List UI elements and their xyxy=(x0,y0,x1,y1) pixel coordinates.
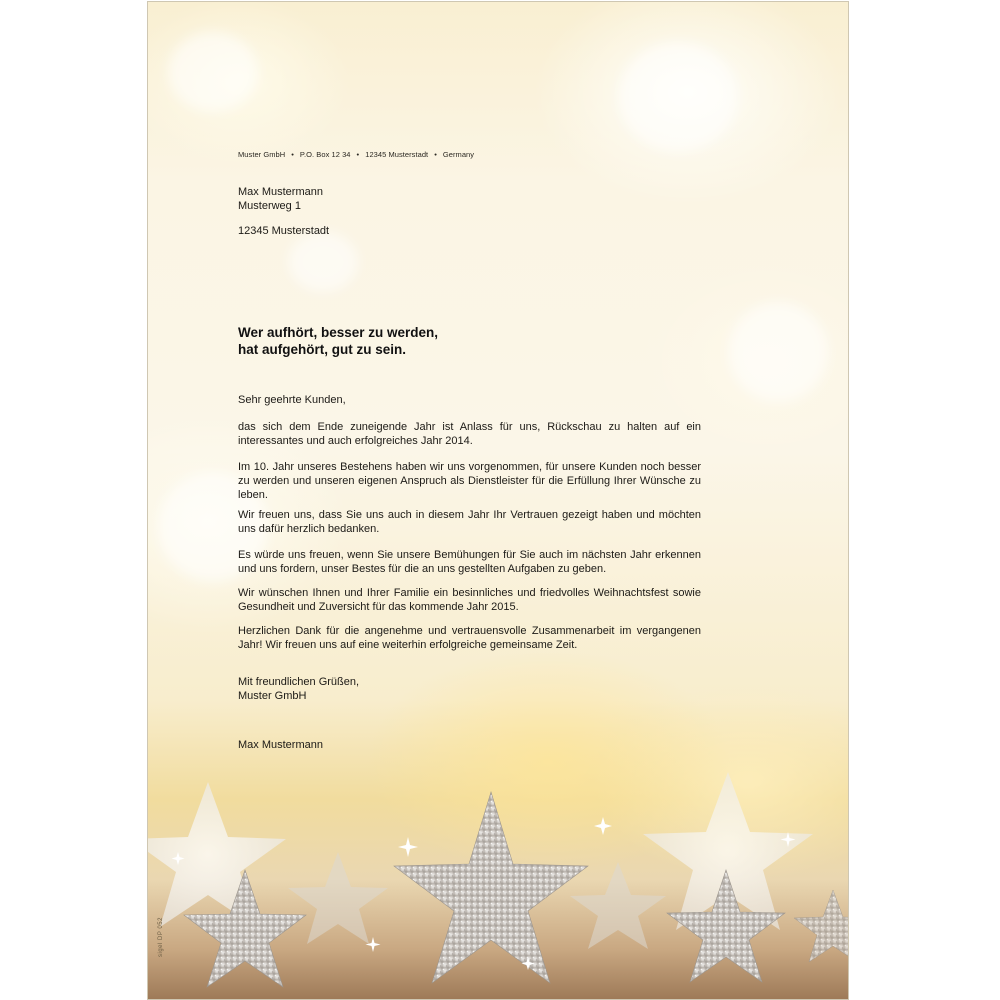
closing-line-1: Mit freundlichen Grüßen, xyxy=(238,676,360,688)
recipient-address xyxy=(238,185,323,213)
separator-dot: • xyxy=(356,150,360,159)
star-icon xyxy=(570,862,666,949)
body-paragraph: das sich dem Ende zuneigende Jahr ist Anlass für uns, Rückschau zu halten auf ein interessantes und auch erfolgreiches Jahr 2014. xyxy=(238,421,701,447)
recipient-name: Max Mustermann xyxy=(238,186,323,198)
star-icon xyxy=(794,890,848,962)
sender-company: Muster GmbH xyxy=(238,150,286,159)
sender-city: 12345 Musterstadt xyxy=(365,150,429,159)
recipient-city: 12345 Musterstadt xyxy=(238,225,330,237)
sender-po-box: P.O. Box 12 34 xyxy=(299,150,351,159)
separator-dot: • xyxy=(291,150,294,159)
star-icon xyxy=(394,792,588,983)
separator-dot: • xyxy=(434,150,437,159)
letter-paper xyxy=(147,1,849,1000)
signature-name: Max Mustermann xyxy=(238,739,323,751)
star-icon xyxy=(288,852,388,944)
body-paragraph: Wir freuen uns, dass Sie uns auch in diesem Jahr Ihr Vertrauen gezeigt haben und möchten uns dafür herzlich bedanken. xyxy=(238,509,701,535)
body-paragraph: Es würde uns freuen, wenn Sie unsere Bemühungen für Sie auch im nächsten Jahr erkennen und uns fordern, unser Bestes für die an uns gestellten Aufgaben zu geben. xyxy=(238,549,701,575)
body-paragraph: Wir wünschen Ihnen und Ihrer Familie ein besinnliches und friedvolles Weihnachtsfest sowie Gesundheit und Zuversicht für das kommende Jahr 2015. xyxy=(238,587,701,613)
recipient-street: Musterweg 1 xyxy=(238,200,301,212)
closing xyxy=(238,675,359,703)
headline-line-2: hat aufgehört, gut zu sein. xyxy=(238,342,406,357)
body-paragraph: Im 10. Jahr unseres Bestehens haben wir uns vorgenommen, für unsere Kunden noch besser zu werden und unseren eigenen Anspruch als Dienstleister für die Erfüllung Ihrer Wünsche zu leben. xyxy=(238,461,701,501)
sender-country: Germany xyxy=(442,150,475,159)
sender-line xyxy=(238,150,474,159)
body-paragraph: Herzlichen Dank für die angenehme und vertrauensvolle Zusammenarbeit im vergangenen Jahr! Wir freuen uns auf eine weiterhin erfolgreiche gemeinsame Zeit. xyxy=(238,625,701,651)
star-icon xyxy=(148,782,286,927)
greeting: Sehr geehrte Kunden, xyxy=(238,394,346,406)
product-code: sigel DP 052 xyxy=(158,917,164,957)
headline xyxy=(238,324,438,358)
closing-line-2: Muster GmbH xyxy=(238,690,307,702)
headline-line-1: Wer aufhört, besser zu werden, xyxy=(238,325,439,340)
